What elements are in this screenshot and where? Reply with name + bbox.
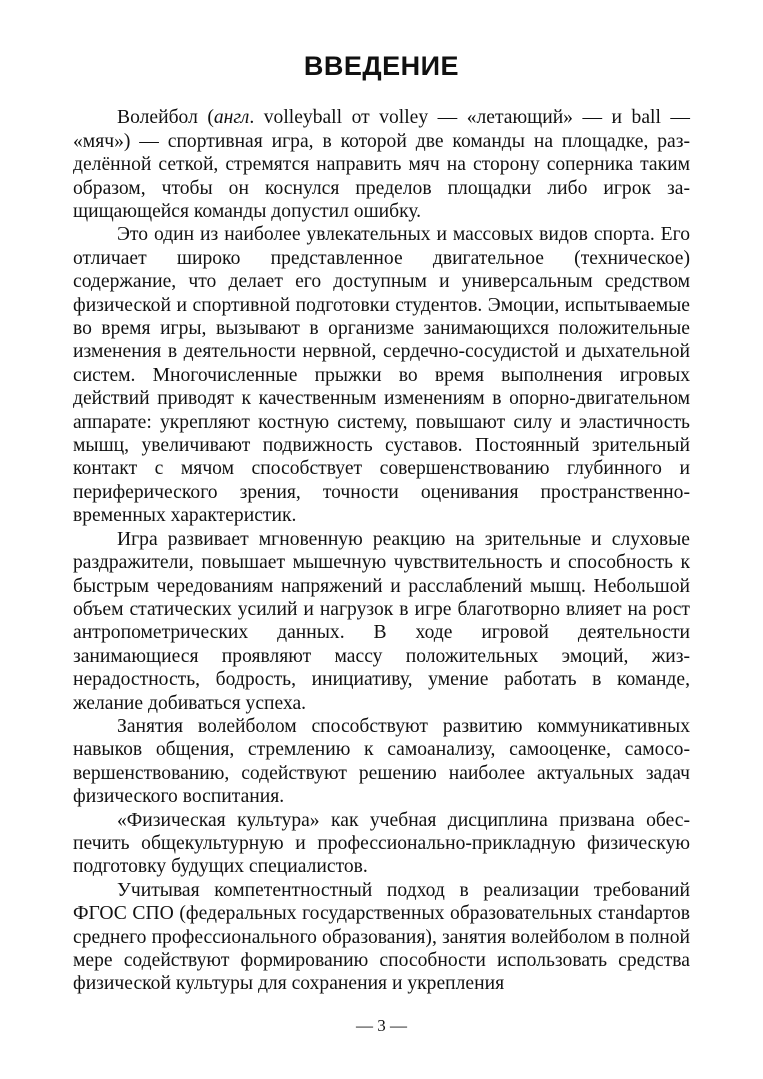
page-title: ВВЕДЕНИЕ: [303, 51, 460, 81]
paragraph: Учитывая компетентностный подход в реализации требований ФГОС СПО (федеральных государственных образовательных станdартов среднего профессионального образования), занятия волейболом в полной мере содействуют формированию способности использовать средства физической культуры для сохранения и укрепления: [73, 879, 690, 995]
paragraph: «Физическая культура» как учебная дисциплина призвана обеспечить общекультурную и профессионально-прикладную физическую подготовку будущих специалистов.: [73, 809, 690, 878]
paragraph-text: . volleyball от volley — «летающий» — и ball — «мяч») — спортивная игра, в которой две команды на площадке, разделённой сеткой, стремятся направить мяч на сторону соперника таким образом, чтобы он коснулся пределов площадки либо игрок защищающейся команды допустил ошибку.: [73, 107, 690, 223]
page: [73, 50, 690, 996]
paragraph: Игра развивает мгновенную реакцию на зрительные и слуховые раздражители, повышает мышечную чувствительность и способность к быстрым чередованиям напряжений и расслаблений мышц. Небольшой объем статических усилий и нагрузок в игре благотворно влияет на рост антропометрических данных. В ходе игровой деятельности занимающиеся проявляют массу положительных эмоций, жизнерадостность, бодрость, инициативу, умение работать в команде, желание добиваться успеха.: [73, 528, 690, 714]
paragraph: Занятия волейболом способствуют развитию коммуникативных навыков общения, стремлению к самоанализу, самооценке, самосовершенствованию, содействуют решению наиболее актуальных задач физического воспитания.: [73, 715, 690, 808]
page-number: — 3 —: [356, 1016, 407, 1035]
abbreviation: англ: [213, 107, 250, 129]
paragraph: Это один из наиболее увлекательных и массовых видов спорта. Его отличает широко представленное двигательное (техническое) содержание, что делает его доступным и универсальным средством физической и спортивной подготовки студентов. Эмоции, испытываемые во время игры, вызывают в организме занимающихся положительные изменения в деятельности нервной, сердечно-сосудистой и дыхательной систем. Многочисленные прыжки во время выполнения игровых действий приводят к качественным изменениям в опорно-двигательном аппарате: укрепляют костную систему, повышают силу и эластичность мышц, увеличивают подвижность суставов. Постоянный зрительный контакт с мячом способствует совершенствованию глубинного и периферического зрения, точности оценивания пространственно-временных характеристик.: [73, 224, 690, 527]
paragraph-text: Волейбол (: [117, 107, 214, 129]
body-text: [73, 106, 690, 995]
paragraph: [73, 106, 690, 223]
